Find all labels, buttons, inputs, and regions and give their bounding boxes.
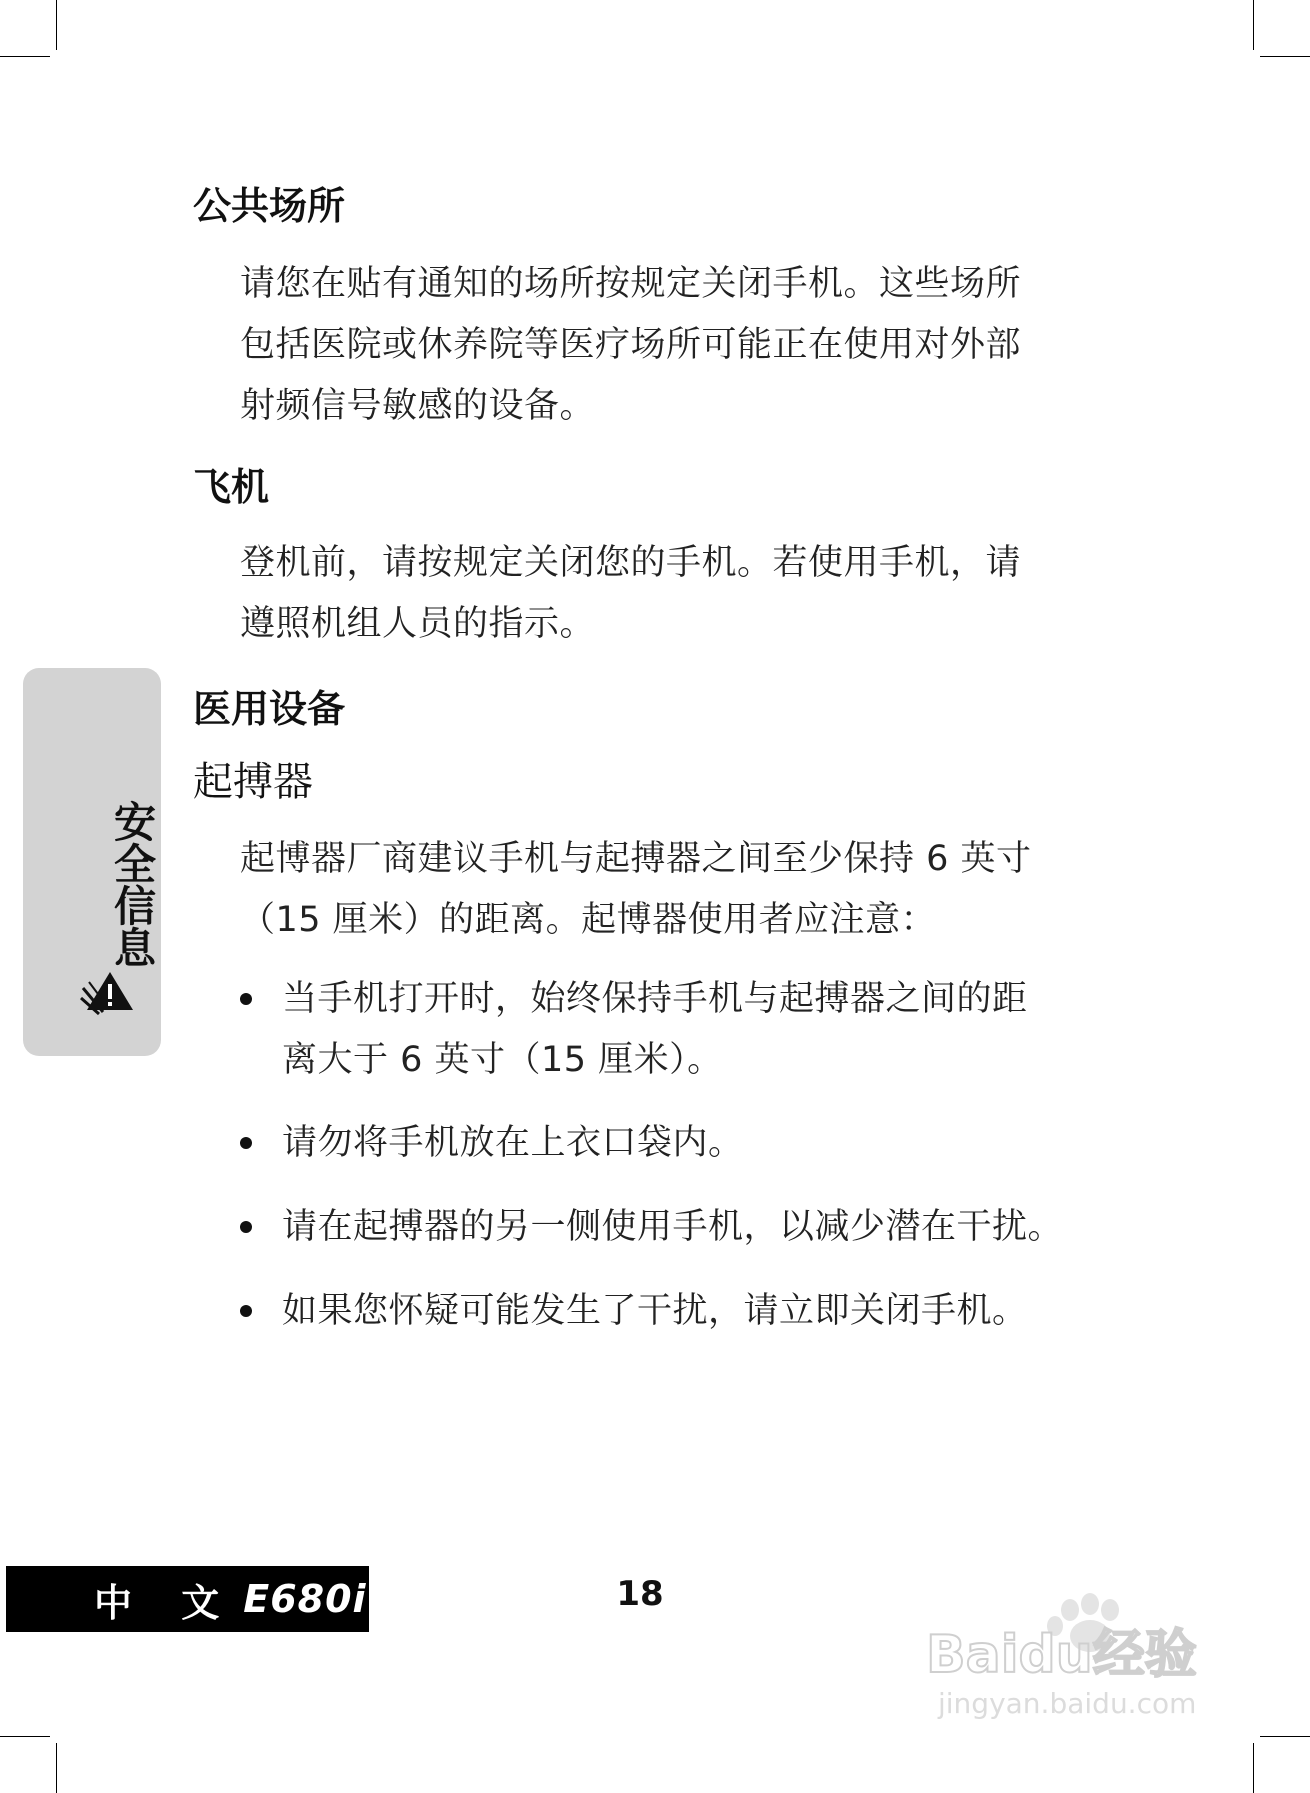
side-tab	[23, 668, 161, 1056]
bullet-dot	[240, 1305, 252, 1317]
text-line: 包括医院或休养院等医疗场所可能正在使用对外部	[240, 325, 1022, 365]
warning-icon	[79, 968, 135, 1016]
footer-model: E680i	[243, 1577, 367, 1621]
bullet-dot	[240, 1221, 252, 1233]
paragraph-public-places	[240, 254, 1100, 437]
text-line: 射频信号敏感的设备。	[240, 386, 596, 426]
side-tab-label: 安全信息	[108, 800, 157, 968]
text-line: 遵照机组人员的指示。	[240, 604, 596, 644]
text-line: 起博器厂商建议手机与起搏器之间至少保持 6 英寸	[240, 839, 1032, 879]
crop-mark	[1260, 1736, 1310, 1737]
text-line: 登机前，请按规定关闭您的手机。若使用手机，请	[240, 543, 1022, 583]
baidu-paw-logo	[920, 1592, 1250, 1682]
crop-mark	[0, 56, 50, 57]
text-line: 请您在贴有通知的场所按规定关闭手机。这些场所	[240, 264, 1022, 304]
watermark-logo-text: Baidu经验	[926, 1625, 1197, 1682]
text-line: 离大于 6 英寸（15 厘米）。	[282, 1040, 723, 1080]
bullet-dot	[240, 1137, 252, 1149]
bullet-text: 请勿将手机放在上衣口袋内。	[282, 1123, 744, 1163]
list-item	[240, 1113, 1100, 1174]
subheading-pacemaker: 起搏器	[193, 759, 313, 805]
section-heading-public-places: 公共场所	[193, 183, 346, 228]
list-item	[240, 1197, 1100, 1258]
text-line: 当手机打开时，始终保持手机与起搏器之间的距	[282, 979, 1028, 1019]
crop-mark	[1260, 56, 1310, 57]
crop-mark	[1253, 0, 1254, 50]
baidu-watermark	[920, 1592, 1250, 1720]
text-line: （15 厘米）的距离。起博器使用者应注意：	[240, 900, 937, 940]
crop-mark	[56, 1743, 57, 1793]
list-item	[240, 1281, 1100, 1342]
paragraph-pacemaker	[240, 829, 1100, 951]
bullet-text	[282, 969, 1100, 1091]
footer-language-model	[6, 1566, 369, 1632]
section-heading-medical: 医用设备	[193, 686, 346, 731]
section-heading-aircraft: 飞机	[193, 464, 270, 509]
bullet-text: 如果您怀疑可能发生了干扰，请立即关闭手机。	[282, 1291, 1028, 1331]
watermark-url: jingyan.baidu.com	[938, 1687, 1197, 1720]
bullet-dot	[240, 993, 252, 1005]
bullet-text: 请在起搏器的另一侧使用手机，以减少潜在干扰。	[282, 1207, 1064, 1247]
page-number: 18	[616, 1574, 664, 1614]
crop-mark	[0, 1736, 50, 1737]
paragraph-aircraft	[240, 533, 1100, 655]
list-item	[240, 969, 1100, 1091]
footer-language: 中 文	[94, 1580, 238, 1625]
crop-mark	[1253, 1743, 1254, 1793]
crop-mark	[56, 0, 57, 50]
